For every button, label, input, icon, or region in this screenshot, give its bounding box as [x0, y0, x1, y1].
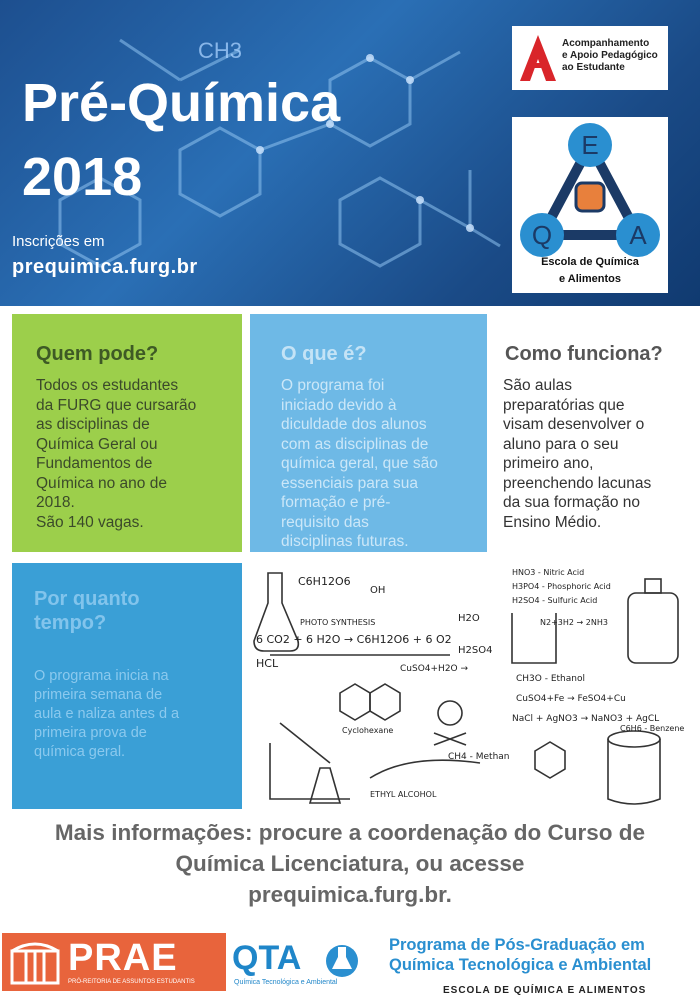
ppg-line3: ESCOLA DE QUÍMICA E ALIMENTOS [443, 985, 647, 996]
registration-label: Inscrições em [12, 233, 105, 250]
sketch-sulfuric: H2SO4 - Sulfuric Acid [512, 596, 598, 605]
eqa-triangle-icon [512, 117, 668, 293]
como-heading: Como funciona? [505, 343, 663, 365]
oque-body [281, 376, 438, 552]
como-line: aluno para o seu [503, 435, 619, 453]
acomp-line3: ao Estudante [562, 62, 625, 73]
sketch-nitric: HNO3 - Nitric Acid [512, 568, 585, 577]
quem-line: 2018. [36, 494, 75, 511]
poster-year: 2018 [22, 147, 143, 207]
chemistry-sketch-drawing [250, 563, 700, 809]
sketch-oh: OH [370, 585, 386, 596]
oque-line: O programa foi [281, 377, 385, 394]
como-line: da sua formação no [503, 494, 641, 511]
info-line3[interactable]: prequimica.furg.br. [248, 882, 452, 907]
quanto-body [34, 667, 179, 762]
ppg-logo [383, 930, 700, 1000]
qta-subtext: Química Tecnológica e Ambiental [234, 979, 338, 986]
como-line: preenchendo lacunas [503, 474, 652, 492]
prae-book-icon [8, 937, 64, 987]
quanto-heading-line2: tempo? [34, 612, 107, 634]
prae-logo [2, 933, 226, 991]
quanto-heading [34, 587, 140, 635]
sketch-agcl-reaction: NaCl + AgNO3 → NaNO3 + AgCL [512, 714, 660, 724]
ch3-label: CH3 [198, 38, 243, 63]
quanto-line: primeira semana de [34, 687, 163, 703]
quem-line: Química no ano de [36, 474, 167, 492]
sketch-phosphoric: H3PO4 - Phosphoric Acid [512, 582, 611, 591]
prae-text: PRAE [68, 937, 178, 979]
sketch-hcl: HCL [256, 657, 279, 670]
sketch-cuso4: CuSO4+H2O → [400, 664, 469, 674]
sketch-ammonia: N2+3H2 → 2NH3 [540, 618, 608, 627]
info-line1: Mais informações: procure a coordenação do Curso de [54, 820, 646, 845]
sketch-fe-reaction: CuSO4+Fe → FeSO4+Cu [516, 694, 626, 704]
sketch-ethyl-alcohol: ETHYL ALCOHOL [370, 790, 437, 799]
panel-o-que-e [250, 314, 487, 552]
oque-line: essenciais para sua [281, 474, 418, 492]
a-logo-icon [518, 33, 558, 83]
quem-line: Todos os estudantes [36, 377, 179, 394]
oque-heading: O que é? [281, 343, 367, 365]
sketch-photosynthesis: PHOTO SYNTHESIS [300, 618, 376, 627]
como-line: São aulas [503, 377, 572, 394]
poster-title: Pré-Química [22, 73, 341, 133]
oque-line: iniciado devido à [281, 396, 397, 414]
quem-line: as disciplinas de [36, 416, 150, 433]
eqa-line1: Escola de Química [541, 256, 639, 268]
sketch-methan: CH4 - Methan [448, 752, 510, 762]
eqa-letter-a: A [629, 220, 647, 250]
quanto-line: O programa inicia na [34, 668, 169, 684]
quem-heading: Quem pode? [36, 343, 159, 365]
sketch-ethanol: CH3O - Ethanol [516, 674, 585, 684]
oque-line: com as disciplinas de [281, 435, 429, 453]
eqa-letter-q: Q [531, 220, 553, 250]
qta-text: QTA [232, 939, 302, 977]
como-line: preparatórias que [503, 396, 625, 414]
quem-line: Fundamentos de [36, 455, 153, 472]
panel-por-quanto-tempo [12, 563, 242, 809]
oque-line: formação e pré- [281, 494, 391, 511]
sketch-glucose: C6H12O6 [298, 575, 351, 588]
quem-line: São 140 vagas. [36, 513, 144, 531]
qta-logo [232, 933, 367, 991]
sketch-water: H2O [458, 613, 480, 624]
quanto-heading-line1: Por quanto [34, 588, 140, 610]
panel-quem-pode [12, 314, 242, 552]
quanto-line: química geral. [34, 744, 126, 760]
quanto-line: aula e naliza antes d a [34, 706, 180, 722]
acomp-line1: Acompanhamento [562, 38, 650, 49]
registration-url[interactable]: prequimica.furg.br [12, 256, 198, 278]
eqa-letter-e: E [581, 130, 599, 160]
eqa-logo [512, 117, 668, 293]
oque-line: diculdade dos alunos [281, 416, 427, 433]
ppg-line2: Química Tecnológica e Ambiental [389, 956, 652, 974]
sketch-photosynthesis-eq: 6 CO2 + 6 H2O → C6H12O6 + 6 O2 [256, 633, 452, 646]
quem-line: da FURG que cursarão [36, 396, 197, 414]
oque-line: requisito das [281, 513, 369, 531]
panel-como-funciona [495, 314, 700, 552]
oque-line: disciplinas futuras. [281, 533, 409, 550]
sketch-h2so4: H2SO4 [458, 645, 493, 656]
como-line: Ensino Médio. [503, 513, 602, 531]
info-line2: Química Licenciatura, ou acesse [175, 851, 525, 876]
como-body [503, 376, 651, 532]
prae-subtext: PRÓ-REITORIA DE ASSUNTOS ESTUDANTIS [68, 979, 195, 985]
como-line: primeiro ano, [503, 455, 594, 472]
quem-line: Química Geral ou [36, 435, 158, 453]
ppg-line1: Programa de Pós-Graduação em [389, 936, 645, 954]
acompanhamento-logo [512, 26, 668, 90]
quanto-line: primeira prova de [34, 725, 147, 741]
eqa-line2: e Alimentos [559, 273, 621, 285]
oque-line: química geral, que são [281, 455, 438, 472]
qta-flask-icon [322, 939, 362, 979]
acomp-line2: e Apoio Pedagógico [562, 50, 658, 61]
sketch-cyclohexane: Cyclohexane [342, 726, 394, 735]
chemistry-sketch [250, 563, 700, 809]
sketch-benzene: C6H6 - Benzene [620, 724, 685, 733]
como-line: visam desenvolver o [503, 416, 645, 433]
quem-body [36, 376, 196, 532]
